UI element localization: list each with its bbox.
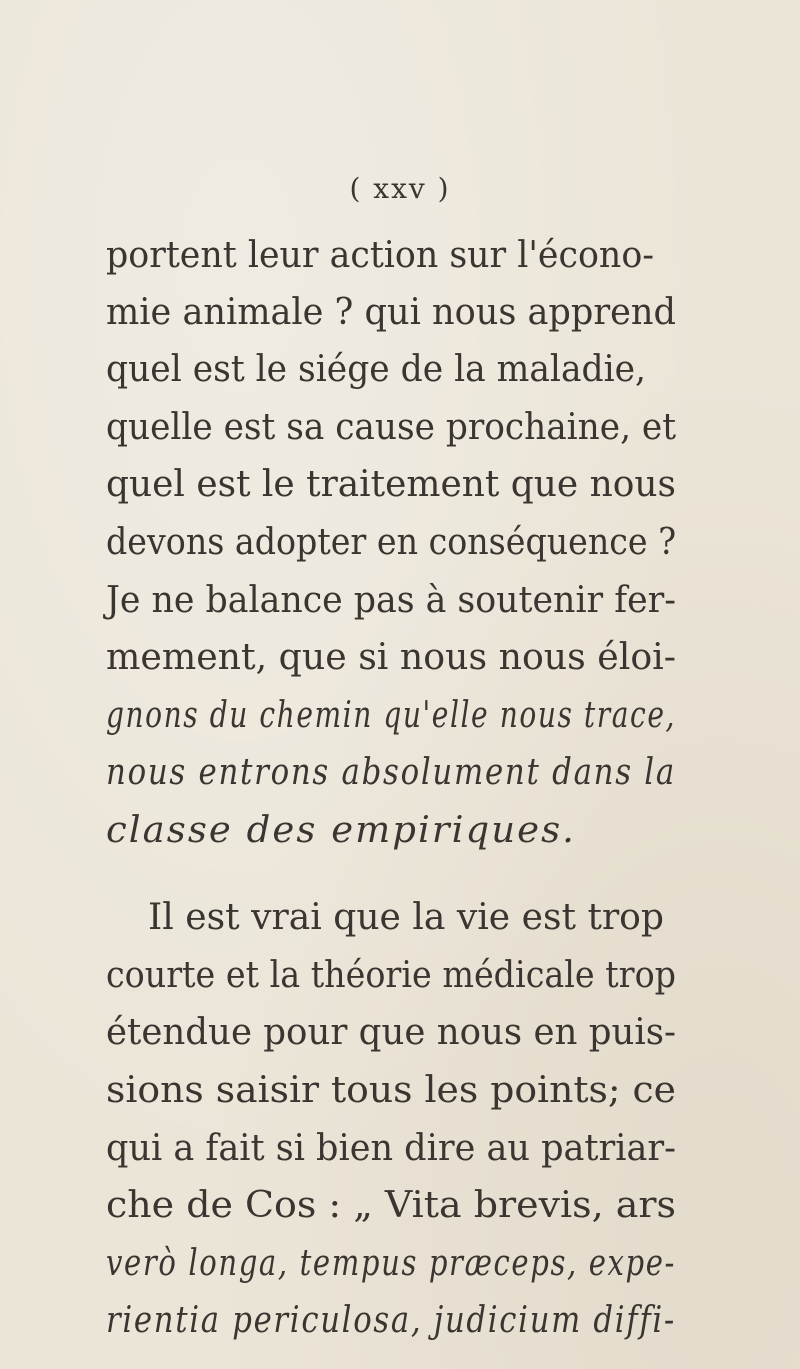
text-line: quel est le siége de la maladie,: [106, 349, 647, 390]
text-line: devons adopter en conséquence ?: [106, 522, 677, 563]
text-line: Je ne balance pas à soutenir fer-: [106, 580, 676, 621]
text-line: gnons du chemin qu'elle nous trace,: [106, 695, 676, 736]
text-line: nous entrons absolument dans la: [106, 752, 676, 793]
page-number-header: ( xxv ): [349, 172, 451, 205]
text-line: classe des empiriques.: [106, 810, 576, 851]
text-line: verò longa, tempus præceps, expe-: [106, 1243, 677, 1284]
text-line: sions saisir tous les points; ce: [106, 1070, 676, 1111]
text-line: courte et la théorie médicale trop: [106, 955, 676, 996]
text-line: portent leur action sur l'écono-: [106, 235, 655, 276]
text-line: quelle est sa cause prochaine, et: [106, 407, 677, 448]
text-line: mie animale ? qui nous apprend: [106, 292, 677, 333]
text-line: qui a fait si bien dire au patriar-: [106, 1128, 676, 1169]
text-line: étendue pour que nous en puis-: [106, 1012, 677, 1053]
text-line: mement, que si nous nous éloi-: [106, 637, 677, 678]
text-line: rientia periculosa, judicium diffi-: [106, 1300, 676, 1341]
text-line: Il est vrai que la vie est trop: [148, 897, 665, 938]
text-line: quel est le traitement que nous: [106, 464, 676, 505]
text-line: che de Cos : „ Vita brevis, ars: [106, 1185, 676, 1226]
